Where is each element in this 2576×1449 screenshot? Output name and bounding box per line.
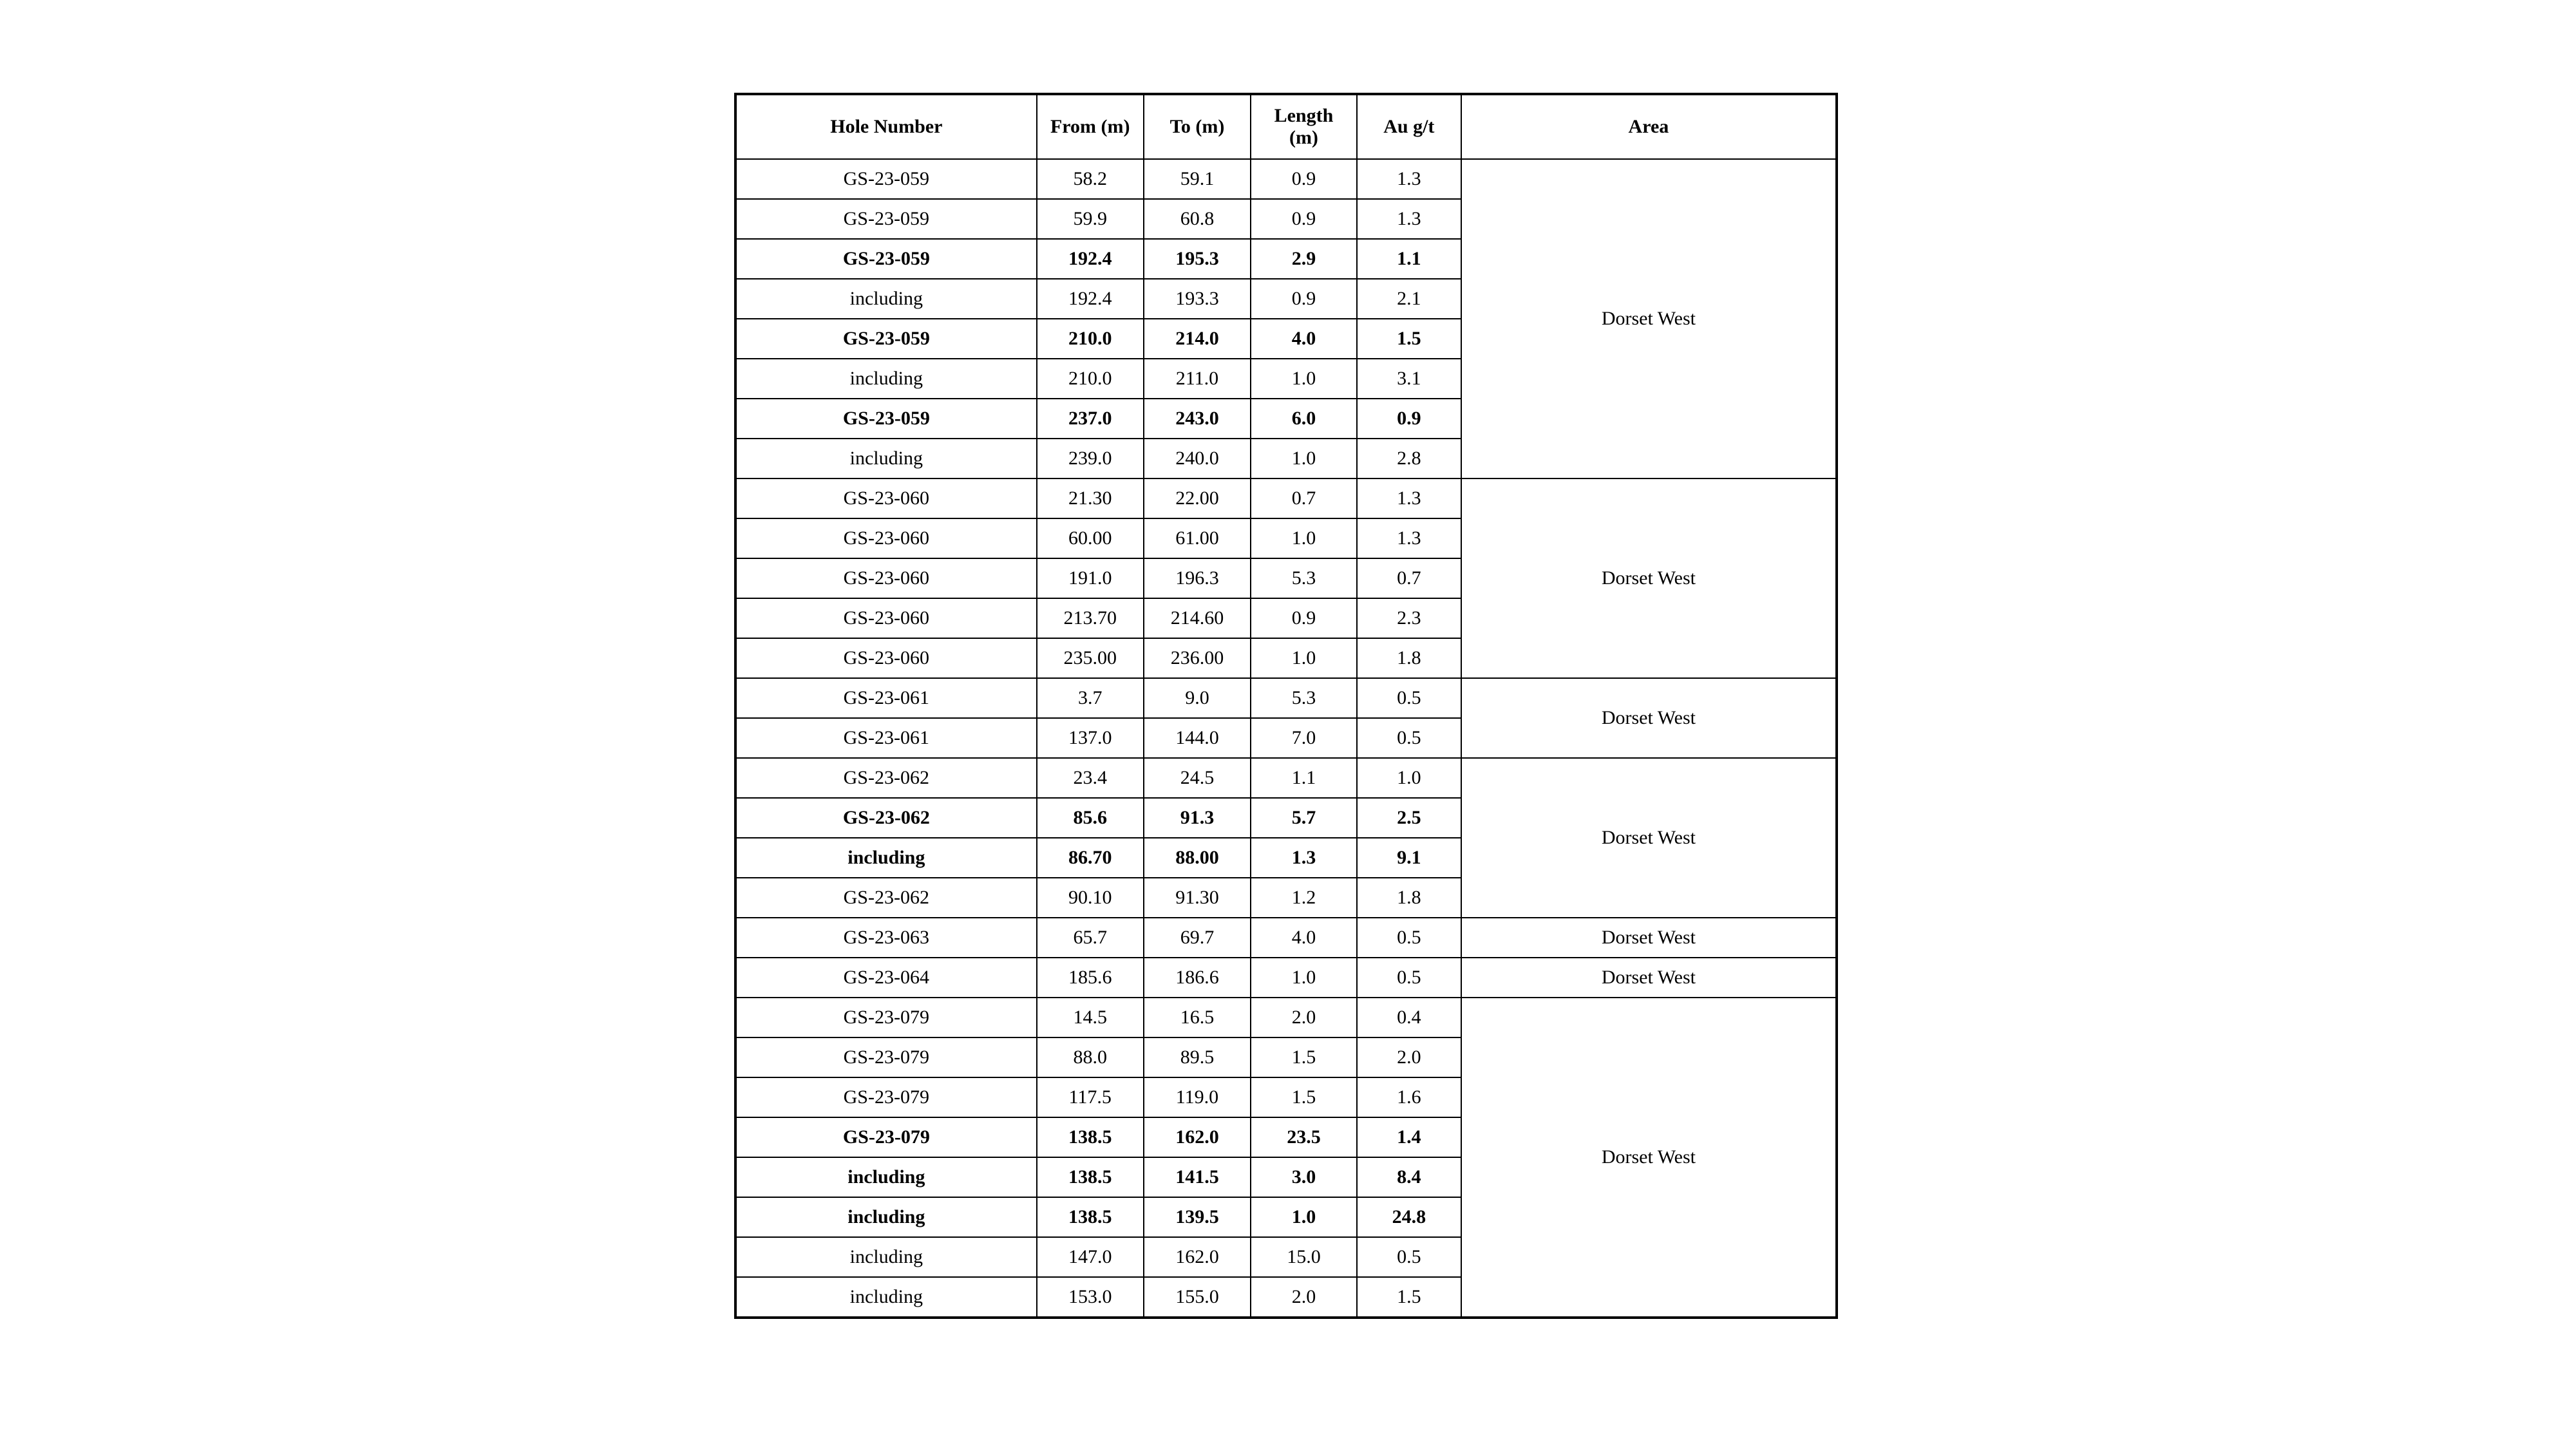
cell-to: 22.00 <box>1144 478 1251 518</box>
cell-from: 235.00 <box>1037 638 1144 678</box>
cell-to: 61.00 <box>1144 518 1251 558</box>
column-header-hole-number: Hole Number <box>735 94 1037 159</box>
cell-length: 2.9 <box>1251 239 1357 279</box>
cell-au-grade: 8.4 <box>1357 1157 1461 1197</box>
cell-from: 191.0 <box>1037 558 1144 598</box>
cell-area: Dorset West <box>1461 758 1837 918</box>
cell-au-grade: 9.1 <box>1357 838 1461 878</box>
cell-au-grade: 2.8 <box>1357 439 1461 478</box>
cell-from: 85.6 <box>1037 798 1144 838</box>
cell-from: 138.5 <box>1037 1157 1144 1197</box>
cell-length: 1.5 <box>1251 1077 1357 1117</box>
cell-hole-number: GS-23-060 <box>735 518 1037 558</box>
cell-from: 213.70 <box>1037 598 1144 638</box>
cell-hole-number: GS-23-061 <box>735 678 1037 718</box>
cell-au-grade: 1.8 <box>1357 878 1461 918</box>
cell-length: 1.0 <box>1251 359 1357 399</box>
cell-to: 88.00 <box>1144 838 1251 878</box>
cell-to: 24.5 <box>1144 758 1251 798</box>
cell-to: 139.5 <box>1144 1197 1251 1237</box>
cell-from: 3.7 <box>1037 678 1144 718</box>
cell-from: 23.4 <box>1037 758 1144 798</box>
cell-area: Dorset West <box>1461 159 1837 478</box>
cell-to: 144.0 <box>1144 718 1251 758</box>
cell-hole-number: including <box>735 1197 1037 1237</box>
cell-length: 15.0 <box>1251 1237 1357 1277</box>
cell-length: 0.9 <box>1251 159 1357 199</box>
cell-hole-number: GS-23-059 <box>735 319 1037 359</box>
cell-au-grade: 0.5 <box>1357 1237 1461 1277</box>
cell-hole-number: GS-23-060 <box>735 478 1037 518</box>
cell-length: 0.9 <box>1251 279 1357 319</box>
cell-au-grade: 2.1 <box>1357 279 1461 319</box>
cell-area: Dorset West <box>1461 678 1837 758</box>
cell-au-grade: 0.7 <box>1357 558 1461 598</box>
cell-to: 9.0 <box>1144 678 1251 718</box>
cell-from: 65.7 <box>1037 918 1144 958</box>
cell-length: 1.5 <box>1251 1037 1357 1077</box>
cell-length: 1.0 <box>1251 638 1357 678</box>
cell-hole-number: GS-23-062 <box>735 878 1037 918</box>
cell-hole-number: including <box>735 1157 1037 1197</box>
column-header-au-grade: Au g/t <box>1357 94 1461 159</box>
cell-au-grade: 2.0 <box>1357 1037 1461 1077</box>
table-row <box>735 478 1837 518</box>
cell-to: 162.0 <box>1144 1117 1251 1157</box>
cell-hole-number: GS-23-060 <box>735 558 1037 598</box>
cell-from: 192.4 <box>1037 279 1144 319</box>
cell-length: 1.0 <box>1251 1197 1357 1237</box>
cell-au-grade: 1.0 <box>1357 758 1461 798</box>
cell-hole-number: GS-23-059 <box>735 199 1037 239</box>
cell-au-grade: 1.4 <box>1357 1117 1461 1157</box>
cell-au-grade: 0.5 <box>1357 718 1461 758</box>
cell-au-grade: 0.5 <box>1357 918 1461 958</box>
cell-to: 193.3 <box>1144 279 1251 319</box>
cell-to: 214.0 <box>1144 319 1251 359</box>
cell-au-grade: 2.5 <box>1357 798 1461 838</box>
cell-length: 2.0 <box>1251 998 1357 1037</box>
cell-to: 240.0 <box>1144 439 1251 478</box>
cell-length: 1.0 <box>1251 518 1357 558</box>
cell-hole-number: GS-23-059 <box>735 239 1037 279</box>
cell-hole-number: including <box>735 279 1037 319</box>
table-row <box>735 758 1837 798</box>
cell-au-grade: 1.6 <box>1357 1077 1461 1117</box>
cell-length: 1.3 <box>1251 838 1357 878</box>
cell-area: Dorset West <box>1461 478 1837 678</box>
cell-au-grade: 1.8 <box>1357 638 1461 678</box>
cell-hole-number: GS-23-060 <box>735 598 1037 638</box>
cell-au-grade: 24.8 <box>1357 1197 1461 1237</box>
cell-hole-number: GS-23-062 <box>735 758 1037 798</box>
cell-length: 0.7 <box>1251 478 1357 518</box>
cell-hole-number: GS-23-063 <box>735 918 1037 958</box>
drill-results-table-container <box>734 93 1838 1319</box>
cell-to: 211.0 <box>1144 359 1251 399</box>
cell-hole-number: GS-23-079 <box>735 1037 1037 1077</box>
cell-from: 117.5 <box>1037 1077 1144 1117</box>
table-header <box>735 94 1837 159</box>
column-header-length-line1: Length <box>1274 105 1334 127</box>
cell-hole-number: including <box>735 439 1037 478</box>
cell-from: 59.9 <box>1037 199 1144 239</box>
cell-hole-number: GS-23-062 <box>735 798 1037 838</box>
cell-from: 147.0 <box>1037 1237 1144 1277</box>
cell-to: 162.0 <box>1144 1237 1251 1277</box>
cell-to: 196.3 <box>1144 558 1251 598</box>
cell-length: 23.5 <box>1251 1117 1357 1157</box>
cell-length: 5.3 <box>1251 678 1357 718</box>
cell-length: 7.0 <box>1251 718 1357 758</box>
cell-from: 138.5 <box>1037 1197 1144 1237</box>
cell-area: Dorset West <box>1461 918 1837 958</box>
table-row <box>735 918 1837 958</box>
cell-length: 6.0 <box>1251 399 1357 439</box>
cell-length: 4.0 <box>1251 918 1357 958</box>
cell-hole-number: GS-23-059 <box>735 399 1037 439</box>
cell-length: 1.1 <box>1251 758 1357 798</box>
cell-from: 86.70 <box>1037 838 1144 878</box>
cell-length: 4.0 <box>1251 319 1357 359</box>
column-header-length <box>1251 94 1357 159</box>
cell-length: 5.7 <box>1251 798 1357 838</box>
cell-to: 89.5 <box>1144 1037 1251 1077</box>
drill-results-table <box>734 93 1838 1319</box>
cell-au-grade: 1.3 <box>1357 199 1461 239</box>
cell-to: 119.0 <box>1144 1077 1251 1117</box>
cell-from: 21.30 <box>1037 478 1144 518</box>
cell-from: 137.0 <box>1037 718 1144 758</box>
cell-to: 155.0 <box>1144 1277 1251 1318</box>
cell-length: 0.9 <box>1251 598 1357 638</box>
cell-au-grade: 0.5 <box>1357 678 1461 718</box>
cell-from: 138.5 <box>1037 1117 1144 1157</box>
table-header-row <box>735 94 1837 159</box>
cell-hole-number: GS-23-060 <box>735 638 1037 678</box>
cell-hole-number: including <box>735 838 1037 878</box>
cell-au-grade: 1.3 <box>1357 478 1461 518</box>
cell-length: 0.9 <box>1251 199 1357 239</box>
table-row <box>735 159 1837 199</box>
cell-area: Dorset West <box>1461 958 1837 998</box>
cell-au-grade: 1.1 <box>1357 239 1461 279</box>
table-body <box>735 159 1837 1318</box>
cell-from: 153.0 <box>1037 1277 1144 1318</box>
cell-to: 16.5 <box>1144 998 1251 1037</box>
column-header-to: To (m) <box>1144 94 1251 159</box>
cell-au-grade: 3.1 <box>1357 359 1461 399</box>
cell-from: 90.10 <box>1037 878 1144 918</box>
cell-from: 58.2 <box>1037 159 1144 199</box>
cell-au-grade: 0.4 <box>1357 998 1461 1037</box>
cell-from: 60.00 <box>1037 518 1144 558</box>
cell-au-grade: 1.3 <box>1357 159 1461 199</box>
cell-length: 1.0 <box>1251 958 1357 998</box>
cell-to: 243.0 <box>1144 399 1251 439</box>
cell-hole-number: including <box>735 1277 1037 1318</box>
cell-hole-number: GS-23-064 <box>735 958 1037 998</box>
cell-to: 60.8 <box>1144 199 1251 239</box>
table-row <box>735 678 1837 718</box>
cell-au-grade: 1.5 <box>1357 1277 1461 1318</box>
cell-to: 214.60 <box>1144 598 1251 638</box>
cell-area: Dorset West <box>1461 998 1837 1318</box>
cell-from: 88.0 <box>1037 1037 1144 1077</box>
cell-to: 91.3 <box>1144 798 1251 838</box>
cell-hole-number: GS-23-061 <box>735 718 1037 758</box>
table-row <box>735 958 1837 998</box>
cell-to: 59.1 <box>1144 159 1251 199</box>
cell-to: 186.6 <box>1144 958 1251 998</box>
column-header-area: Area <box>1461 94 1837 159</box>
table-row <box>735 998 1837 1037</box>
cell-au-grade: 1.3 <box>1357 518 1461 558</box>
cell-from: 192.4 <box>1037 239 1144 279</box>
cell-to: 195.3 <box>1144 239 1251 279</box>
cell-hole-number: including <box>735 1237 1037 1277</box>
cell-from: 210.0 <box>1037 359 1144 399</box>
cell-to: 236.00 <box>1144 638 1251 678</box>
column-header-length-line2: (m) <box>1289 127 1318 148</box>
cell-to: 141.5 <box>1144 1157 1251 1197</box>
cell-to: 69.7 <box>1144 918 1251 958</box>
cell-from: 14.5 <box>1037 998 1144 1037</box>
cell-hole-number: GS-23-079 <box>735 998 1037 1037</box>
cell-hole-number: GS-23-079 <box>735 1117 1037 1157</box>
cell-length: 5.3 <box>1251 558 1357 598</box>
cell-to: 91.30 <box>1144 878 1251 918</box>
cell-length: 3.0 <box>1251 1157 1357 1197</box>
cell-hole-number: including <box>735 359 1037 399</box>
cell-au-grade: 2.3 <box>1357 598 1461 638</box>
cell-from: 185.6 <box>1037 958 1144 998</box>
cell-au-grade: 0.5 <box>1357 958 1461 998</box>
cell-au-grade: 1.5 <box>1357 319 1461 359</box>
cell-from: 210.0 <box>1037 319 1144 359</box>
cell-length: 1.0 <box>1251 439 1357 478</box>
cell-length: 2.0 <box>1251 1277 1357 1318</box>
cell-from: 239.0 <box>1037 439 1144 478</box>
cell-from: 237.0 <box>1037 399 1144 439</box>
column-header-from: From (m) <box>1037 94 1144 159</box>
cell-hole-number: GS-23-079 <box>735 1077 1037 1117</box>
cell-au-grade: 0.9 <box>1357 399 1461 439</box>
cell-length: 1.2 <box>1251 878 1357 918</box>
cell-hole-number: GS-23-059 <box>735 159 1037 199</box>
